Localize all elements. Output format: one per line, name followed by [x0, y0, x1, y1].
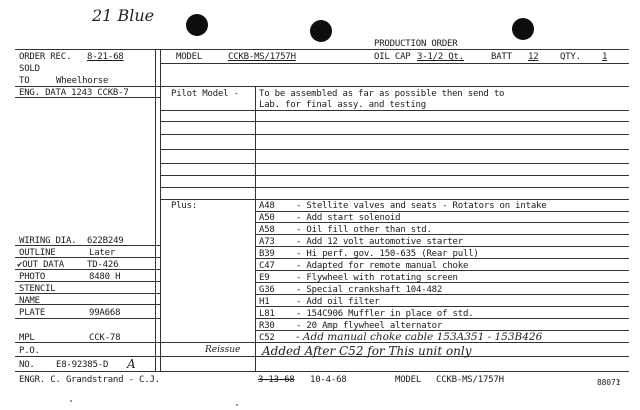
rule-footer-top — [15, 371, 629, 372]
engineer-line: ENGR. C. Grandstrand - C.J. — [19, 375, 160, 385]
eng-data: ENG. DATA 1243 CCKB-7 — [19, 88, 129, 98]
handwritten-note-top: 21 Blue — [92, 6, 155, 25]
rule-eng — [15, 86, 161, 87]
option-desc: - 154C906 Muffler in place of std. — [296, 309, 474, 319]
speck — [70, 400, 72, 402]
wiring-value: 622B249 — [87, 236, 124, 246]
reissue-note: Added After C52 for This unit only — [262, 344, 472, 358]
mpl-value: CCK-78 — [89, 333, 121, 343]
footer-model-value: CCKB-MS/1757H — [436, 375, 504, 385]
plus-label: Plus: — [171, 201, 198, 211]
out-data-value: TD-426 — [87, 260, 119, 270]
name-label: NAME — [19, 296, 40, 306]
model-label: MODEL — [176, 52, 203, 62]
option-code: A48 — [259, 201, 275, 211]
rule-row — [160, 110, 629, 111]
photo-label: PHOTO — [19, 272, 46, 282]
plate-label: PLATE — [19, 308, 46, 318]
sold-label: SOLD — [19, 64, 40, 74]
option-code: B39 — [259, 249, 275, 259]
model-value: CCKB-MS/1757H — [228, 52, 296, 62]
punch-hole-center — [310, 20, 332, 42]
footer-date: 3-13-68 — [258, 375, 295, 385]
option-desc: - Add start solenoid — [296, 213, 401, 223]
option-code: G36 — [259, 285, 275, 295]
no-value: E8-92385-D — [56, 360, 109, 370]
rule-row — [160, 163, 629, 164]
option-desc: - Hi perf. gov. 150-635 (Rear pull) — [296, 249, 479, 259]
option-code: R30 — [259, 321, 275, 331]
speck — [236, 404, 238, 406]
option-code: A50 — [259, 213, 275, 223]
outline-value: Later — [89, 248, 116, 258]
option-code: L81 — [259, 309, 275, 319]
rule-row — [160, 187, 629, 188]
rule-row — [160, 121, 629, 122]
option-desc: - Special crankshaft 104-482 — [296, 285, 443, 295]
rule-left — [15, 318, 161, 319]
batt-label: BATT — [491, 52, 512, 62]
option-desc: - 20 Amp flywheel alternator — [296, 321, 443, 331]
punch-hole-right — [512, 18, 534, 40]
out-data-label: ✔OUT DATA — [17, 260, 64, 270]
rule-row — [160, 199, 629, 200]
option-code: H1 — [259, 297, 270, 307]
rule-row — [160, 175, 629, 176]
po-label: P.O. — [19, 346, 40, 356]
option-desc: - Stellite valves and seats - Rotators on intake — [296, 201, 547, 211]
form-number: 88071 — [597, 378, 621, 387]
rule-row — [160, 134, 629, 135]
option-desc: - Add 12 volt automotive starter — [296, 237, 463, 247]
footer-model-label: MODEL — [395, 375, 422, 385]
option-code: A73 — [259, 237, 275, 247]
photo-value: 8480 H — [89, 272, 121, 282]
option-desc: - Adapted for remote manual choke — [296, 261, 469, 271]
pilot-line-2: Lab. for final assy. and testing — [259, 100, 426, 110]
rule-top — [15, 49, 629, 50]
pilot-model-label: Pilot Model - — [171, 89, 239, 99]
to-label: TO — [19, 76, 30, 86]
footer-date-2: 10-4-68 — [310, 375, 347, 385]
rule-item — [256, 211, 629, 212]
option-desc: - Flywheel with rotating screen — [296, 273, 458, 283]
plate-value: 99A668 — [89, 308, 121, 318]
mpl-label: MPL — [19, 333, 35, 343]
rule-pilot — [160, 86, 629, 87]
pilot-line-1: To be assembled as far as possible then send to — [259, 89, 505, 99]
rule-left — [15, 356, 161, 357]
no-label: NO. — [19, 360, 35, 370]
no-handwritten-suffix: A — [127, 357, 136, 371]
punch-hole-left — [186, 14, 208, 36]
reissue-label: Reissue — [205, 345, 241, 355]
oil-cap-value: 3-1/2 Qt. — [417, 52, 464, 62]
stencil-label: STENCIL — [19, 284, 56, 294]
qty-label: QTY. — [560, 52, 581, 62]
option-desc-c52-handwritten: - Add manual choke cable 153A351 - 153B426 — [296, 331, 543, 343]
option-code: E9 — [259, 273, 270, 283]
rule-v-left-col-2 — [160, 49, 161, 371]
to-value: Wheelhorse — [56, 76, 109, 86]
qty-value: 1 — [602, 52, 608, 62]
order-date: 8-21-68 — [87, 52, 124, 62]
rule-v-left-col — [155, 49, 156, 371]
batt-value: 12 — [528, 52, 539, 62]
option-code-c52: C52 — [259, 333, 275, 343]
order-rec-label: ORDER REC. — [19, 52, 72, 62]
rule-left — [15, 342, 161, 343]
outline-label: OUTLINE — [19, 248, 56, 258]
wiring-label: WIRING DIA. — [19, 236, 77, 246]
rule-header-bottom — [160, 63, 629, 64]
rule-row — [160, 149, 629, 150]
option-code: C47 — [259, 261, 275, 271]
option-code: A58 — [259, 225, 275, 235]
option-desc: - Add oil filter — [296, 297, 380, 307]
oil-cap-label: OIL CAP — [374, 52, 411, 62]
form-title: PRODUCTION ORDER — [374, 39, 458, 49]
option-desc: - Oil fill other than std. — [296, 225, 432, 235]
rule-v-codes — [255, 86, 256, 371]
